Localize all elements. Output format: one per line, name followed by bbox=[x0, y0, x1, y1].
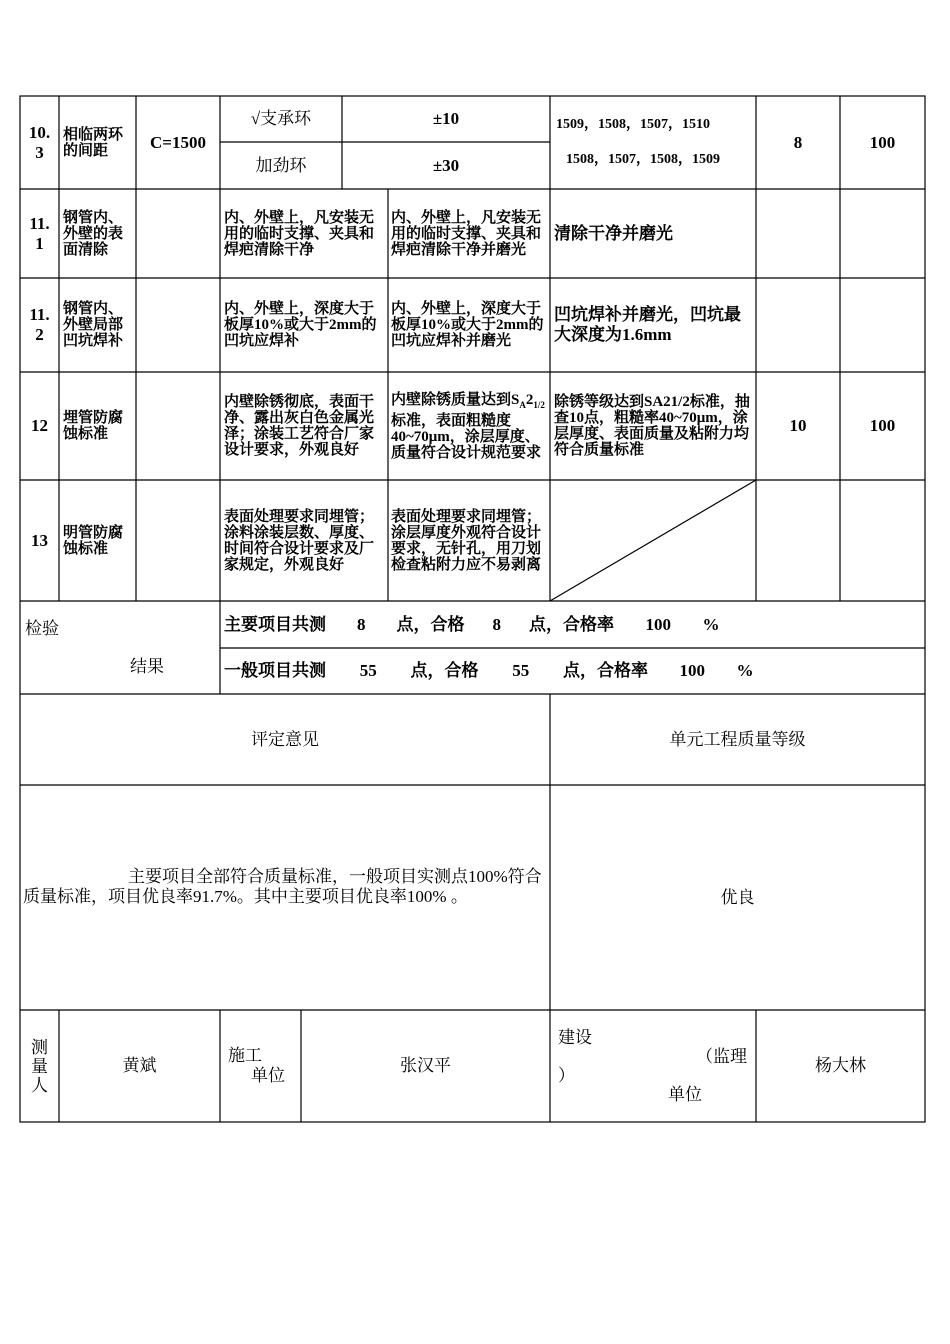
owner-label-b: （监理 bbox=[696, 1047, 747, 1066]
owner-person: 杨大林 bbox=[815, 1056, 866, 1075]
row-11-1-item bbox=[63, 189, 133, 278]
row-12-standard bbox=[224, 372, 386, 480]
row-11-1-standard bbox=[224, 189, 386, 278]
row-11-2-check bbox=[391, 278, 548, 372]
row-11-2-result bbox=[554, 278, 750, 372]
row-11-1-check-text: 内、外壁上，凡安装无用的临时支撑、夹具和焊疤清除干净并磨光 bbox=[391, 209, 542, 258]
row-10-3-tol1: ±10 bbox=[432, 109, 460, 128]
owner-label-d: 单位 bbox=[668, 1085, 702, 1104]
inspection-label-top: 检验 bbox=[25, 619, 59, 638]
construction-label-b: 单位 bbox=[251, 1066, 285, 1085]
row-13-item bbox=[63, 480, 133, 601]
quality-grade: 优良 bbox=[720, 887, 755, 907]
row-12-standard-text: 内壁除锈彻底，表面干净、露出灰白色金属光泽；涂装工艺符合厂家设计要求，外观良好 bbox=[224, 394, 375, 458]
row-12-rate: 100 bbox=[869, 416, 896, 435]
row-13-item-text: 明管防腐蚀标准 bbox=[63, 524, 124, 557]
surveyor-name: 黄斌 bbox=[122, 1056, 157, 1075]
row-11-2-result-text: 凹坑焊补并磨光，凹坑最大深度为1.6mm bbox=[554, 305, 741, 344]
row-11-1-check bbox=[391, 189, 548, 278]
owner-label-c: ） bbox=[558, 1066, 575, 1085]
opinion-text: 主要项目全部符合质量标准，一般项目实测点100%符合质量标准，项目优良率91.7%。其中主要项目优良率100% 。 bbox=[23, 867, 542, 906]
row-13-number: 13 bbox=[31, 530, 48, 550]
row-10-3-rate: 100 bbox=[869, 132, 896, 152]
row-10-3-meas1: 1509，1508，1507，1510 bbox=[556, 117, 710, 132]
row-10-3-tol2: ±30 bbox=[432, 155, 460, 175]
row-10-3-points: 8 bbox=[793, 132, 803, 152]
row-11-2-check-text: 内、外壁上，深度大于板厚10%或大于2mm的凹坑应焊补并磨光 bbox=[391, 301, 544, 349]
row-10-3-sub2: 加劲环 bbox=[255, 155, 307, 175]
row-12-result-text: 除锈等级达到SA21/2标准，抽查10点，粗糙率40~70μm，涂层厚度、表面质量及粘附力均符合质量标准 bbox=[554, 394, 750, 458]
general-items-summary: 一般项目共测 55 点，合格 55 点，合格率 100 % bbox=[224, 661, 754, 680]
row-11-1-result bbox=[554, 189, 754, 278]
row-11-1-result-text: 清除干净并磨光 bbox=[554, 223, 673, 243]
row-10-3-meas2: 1508，1507，1508，1509 bbox=[566, 152, 720, 167]
inspection-label-bottom: 结果 bbox=[130, 657, 164, 676]
row-11-1-item-text: 钢管内、外壁的表面清除 bbox=[63, 209, 124, 258]
construction-person: 张汉平 bbox=[400, 1056, 451, 1075]
row-12-points: 10 bbox=[789, 416, 807, 435]
row-12-result bbox=[554, 372, 754, 480]
row-12-item bbox=[63, 372, 133, 480]
row-11-2-standard-text: 内、外壁上，深度大于板厚10%或大于2mm的凹坑应焊补 bbox=[224, 301, 377, 349]
row-13-standard bbox=[224, 480, 386, 601]
row-10-3-item-text: 相临两环的间距 bbox=[63, 126, 124, 159]
construction-label-a: 施工 bbox=[228, 1046, 262, 1065]
surveyor-label: 测 量 人 bbox=[31, 1037, 48, 1095]
opinion-header: 评定意见 bbox=[251, 729, 319, 749]
row-11-1-number: 11. 1 bbox=[29, 213, 50, 253]
row-13-check-text: 表面处理要求同埋管；涂层厚度外观符合设计要求，无针孔，用刀划检查粘附力应不易剥离 bbox=[391, 508, 542, 573]
grade-header: 单元工程质量等级 bbox=[669, 729, 806, 749]
row-13-standard-text: 表面处理要求同埋管；涂料涂装层数、厚度、时间符合设计要求及厂家规定，外观良好 bbox=[224, 508, 375, 573]
row-10-3-design: C=1500 bbox=[150, 132, 206, 152]
row-12-check-text: 内壁除锈质量达到$S_A2_{1/2}$标准，表面粗糙度40~70μm，涂层厚度、质量符合设计规范要求 bbox=[391, 391, 545, 461]
row-11-2-number: 11. 2 bbox=[29, 305, 50, 344]
row-11-1-standard-text: 内、外壁上，凡安装无用的临时支撑、夹具和焊疤清除干净 bbox=[224, 209, 375, 258]
row-11-2-item bbox=[63, 278, 133, 372]
row-12-check bbox=[391, 372, 548, 480]
main-items-summary: 主要项目共测 8 点，合格 8 点，合格率 100 % bbox=[224, 615, 720, 634]
row-10-3-item bbox=[63, 96, 133, 189]
row-11-2-item-text: 钢管内、外壁局部凹坑焊补 bbox=[63, 301, 124, 349]
row-10-3-sub1: √支承环 bbox=[250, 109, 312, 128]
row-10-3-number: 10. 3 bbox=[28, 122, 51, 162]
row-12-item-text: 埋管防腐蚀标准 bbox=[63, 410, 124, 442]
row-11-2-standard bbox=[224, 278, 386, 372]
row-13-check bbox=[391, 480, 548, 601]
row-12-number: 12 bbox=[31, 416, 48, 435]
owner-label-a: 建设 bbox=[558, 1028, 592, 1047]
